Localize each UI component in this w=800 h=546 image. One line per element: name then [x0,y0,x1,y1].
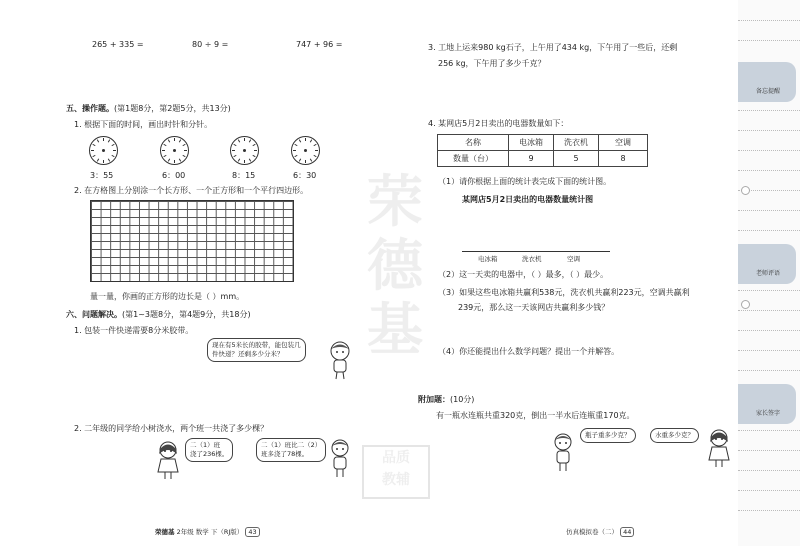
binder-hole [741,186,750,195]
question-4-1: （1）请你根据上面的统计表完成下面的统计图。 [438,177,612,186]
question-4-4: （4）你还能提出什么数学问题？提出一个并解答。 [438,347,620,356]
question-4-2: （2）这一天卖的电器中，（ ）最多，（ ）最少。 [438,270,609,279]
table-cell: 电冰箱 [509,135,554,151]
calc-3: 747 + 96 = [296,40,343,49]
clock-time-label: 3：55 [90,171,114,180]
clock-face[interactable] [89,136,118,165]
page-footer: 荣德基 2年级 数学 下（RJ版） 43 [155,527,260,536]
chart-category-label: 洗衣机 [522,255,542,263]
chart-category-label: 空调 [567,255,580,263]
question-6-1: 1. 包装一件快递需要8分米胶带。 [74,326,194,335]
speech-bubble: 二（1）班比二（2） 班多浇了78棵。 [256,438,326,462]
sales-table [437,134,648,167]
table-cell: 数量（台） [438,151,509,167]
speech-bubble: 二（1）班 浇了236棵。 [185,438,233,462]
question-4-3: （3）如果这些电冰箱共赢利538元，洗衣机共赢利223元，空调共赢利 239元，那么这一天该网店共赢利多少钱？ [438,288,690,312]
speech-bubble: 水重多少克？ [650,428,699,443]
table-cell: 洗衣机 [554,135,599,151]
table-row [438,151,648,167]
chart-title: 某网店5月2日卖出的电器数量统计图 [462,195,594,204]
boy-illustration [327,438,353,478]
square-grid[interactable] [90,200,294,282]
clock-time-label: 8：15 [232,171,256,180]
section-5-heading: 五、操作题。(第1题8分，第2题5分，共13分) [66,104,231,113]
table-cell: 8 [599,151,648,167]
binder-hole [741,300,750,309]
page-footer: 仿真模拟卷（二） 44 [566,527,634,536]
speech-bubble: 现在有5米长的胶带，能包装几 件快递？还剩多少分米？ [207,338,306,362]
measure-question: 量一量，你画的正方形的边长是（ ）mm。 [90,292,245,301]
notes-sidebar [738,0,800,546]
girl-illustration [155,440,181,480]
watermark-seal: 品质 教辅 [362,445,430,499]
question-5-1: 1. 根据下面的时间，画出时针和分针。 [74,120,213,129]
clock-face[interactable] [160,136,189,165]
clock-time-label: 6：00 [162,171,186,180]
chart-category-label: 电冰箱 [478,255,498,263]
clock-time-label: 6：30 [293,171,317,180]
question-3: 3. 工地上运来980 kg石子，上午用了434 kg，下午用了一些后，还剩 256 kg，下午用了多少千克？ [428,43,678,68]
section-6-heading: 六、问题解决。(第1~3题8分，第4题9分，共18分) [66,310,251,319]
speech-bubble: 瓶子重多少克？ [580,428,636,443]
table-cell: 空调 [599,135,648,151]
girl-illustration [706,428,732,468]
page-number: 44 [620,527,634,537]
table-cell: 9 [509,151,554,167]
chart-baseline [462,251,610,252]
question-4: 4. 某网店5月2日卖出的电器数量如下： [428,119,569,128]
bonus-heading: 附加题：(10分) [418,395,475,404]
bonus-question: 有一瓶水连瓶共重320克，倒出一半水后连瓶重170克。 [436,411,635,420]
table-header-row [438,135,648,151]
calc-2: 80 ÷ 9 = [192,40,229,49]
boy-illustration [326,340,354,380]
clock-face[interactable] [291,136,320,165]
question-6-2: 2. 二年级的同学给小树浇水，两个班一共浇了多少棵？ [74,424,269,433]
memo-tab: 备忘提醒 [738,62,796,102]
table-cell: 名称 [438,135,509,151]
watermark-logo: 荣德基 [367,169,423,363]
parent-signature-tab: 家长签字 [738,384,796,424]
table-cell: 5 [554,151,599,167]
boy-illustration [550,432,576,472]
clock-face[interactable] [230,136,259,165]
teacher-comment-tab: 老师评语 [738,244,796,284]
page-number: 43 [245,527,259,537]
question-5-2: 2. 在方格图上分别涂一个长方形、一个正方形和一个平行四边形。 [74,186,309,195]
calc-1: 265 + 335 = [92,40,144,49]
